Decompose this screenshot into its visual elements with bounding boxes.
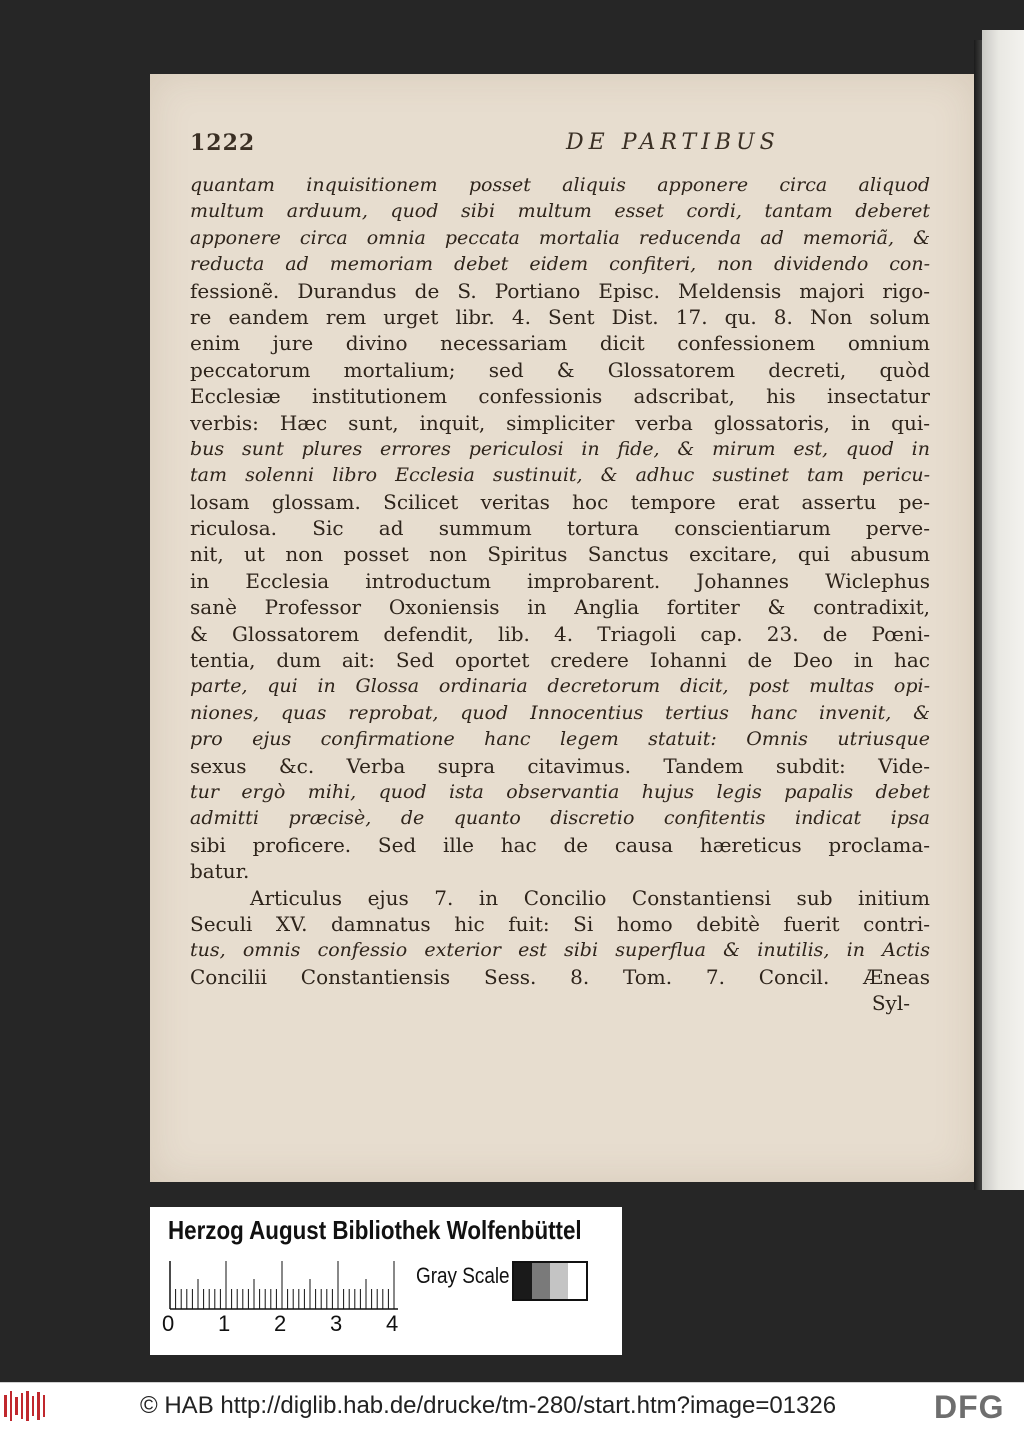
gray-swatch — [532, 1263, 550, 1299]
gray-swatch — [550, 1263, 568, 1299]
text-line: bus sunt plures errores periculosi in fide, & mirum est, quod in — [190, 437, 930, 460]
text-line: Seculi XV. damnatus hic fuit: Si homo debitè fuerit contri- — [190, 911, 930, 936]
text-line: multum arduum, quod sibi multum esset cordi, tantam deberet — [190, 200, 930, 223]
text-line: Articulus ejus 7. in Concilio Constantiensi sub initium — [250, 885, 930, 910]
running-head-title: DE PARTIBUS — [566, 130, 780, 155]
text-line: enim jure divino necessariam dicit confessionem omnium — [190, 331, 930, 356]
running-head — [190, 130, 890, 164]
ruler-label: 2 — [274, 1311, 287, 1336]
gray-swatch — [514, 1263, 532, 1299]
text-line: apponere circa omnia peccata mortalia reducenda ad memoriã, & — [190, 226, 930, 249]
text-line: niones, quas reprobat, quod Innocentius tertius hanc invenit, & — [190, 701, 930, 724]
ruler-label: 0 — [162, 1311, 175, 1336]
next-page-edge — [982, 30, 1024, 1190]
text-line: nit, ut non posset non Spiritus Sanctus excitare, qui abusum — [190, 542, 930, 567]
text-line: pro ejus confirmatione hanc legem statuit: Omnis utriusque — [190, 728, 930, 751]
copyright-url: © HAB http://diglib.hab.de/drucke/tm-280/start.htm?image=01326 — [140, 1392, 837, 1419]
gray-scale-label: Gray Scale — [416, 1263, 510, 1288]
text-line: peccatorum mortalium; sed & Glossatorem decreti, quòd — [190, 357, 930, 382]
text-line: losam glossam. Scilicet veritas hoc tempore erat assertu pe- — [190, 489, 930, 514]
text-line: fessionẽ. Durandus de S. Portiano Episc. Meldensis majori rigo- — [190, 278, 930, 303]
text-line: re eandem rem urget libr. 4. Sent Dist. 17. qu. 8. Non solum — [190, 304, 930, 329]
text-line: tur ergò mihi, quod ista observantia hujus legis papalis debet — [190, 780, 930, 803]
catchword: Syl- — [871, 991, 910, 1016]
text-line: riculosa. Sic ad summum tortura conscientiarum perve- — [190, 516, 930, 541]
page-text — [190, 172, 930, 1017]
text-line: quantam inquisitionem posset aliquis apponere circa aliquod — [190, 174, 930, 196]
ruler-icon — [168, 1259, 400, 1311]
text-line: tam solenni libro Ecclesia sustinuit, & adhuc sustinet tam pericu- — [190, 464, 930, 487]
text-line: tus, omnis confessio exterior est sibi superflua & inutilis, in Actis — [190, 939, 930, 962]
text-line: verbis: Hæc sunt, inquit, simpliciter verba glossatoris, in qui- — [190, 410, 930, 435]
text-line: Concilii Constantiensis Sess. 8. Tom. 7. Concil. Æneas — [190, 964, 930, 989]
text-line: admitti præcisè, de quanto discretio confitentis indicat ipsa — [190, 807, 930, 830]
text-line: reducta ad memoriam debet eidem confiteri, non dividendo con- — [190, 253, 930, 276]
text-line: parte, qui in Glossa ordinaria decretorum dicit, post multas opi- — [190, 675, 930, 698]
color-calibration-card — [150, 1207, 622, 1355]
text-line: sanè Professor Oxoniensis in Anglia fortiter & contradixit, — [190, 595, 930, 620]
ruler-label: 4 — [386, 1311, 399, 1336]
text-line: batur. — [190, 859, 250, 884]
page-number: 1222 — [190, 130, 256, 156]
text-line: Ecclesiæ institutionem confessionis adscribat, his insectatur — [190, 384, 930, 409]
text-line: & Glossatorem defendit, lib. 4. Triagoli cap. 23. de Pœni- — [190, 621, 930, 646]
text-line: in Ecclesia introductum improbarent. Johannes Wiclephus — [190, 568, 930, 593]
text-line: tentia, dum ait: Sed oportet credere Iohanni de Deo in hac — [190, 648, 930, 673]
library-name: Herzog August Bibliothek Wolfenbüttel — [168, 1215, 582, 1245]
ruler-labels — [162, 1311, 422, 1341]
ruler-label: 3 — [330, 1311, 343, 1336]
hab-barcode-logo-icon — [4, 1391, 48, 1421]
gray-scale-swatches — [512, 1261, 588, 1301]
text-line: sibi proficere. Sed ille hac de causa hæreticus proclama- — [190, 832, 930, 857]
text-line: sexus &c. Verba supra citavimus. Tandem subdit: Vide- — [190, 753, 930, 778]
ruler-label: 1 — [218, 1311, 231, 1336]
gray-swatch — [568, 1263, 586, 1299]
footer-bar — [0, 1382, 1024, 1430]
dfg-logo: DFG — [934, 1389, 1005, 1425]
